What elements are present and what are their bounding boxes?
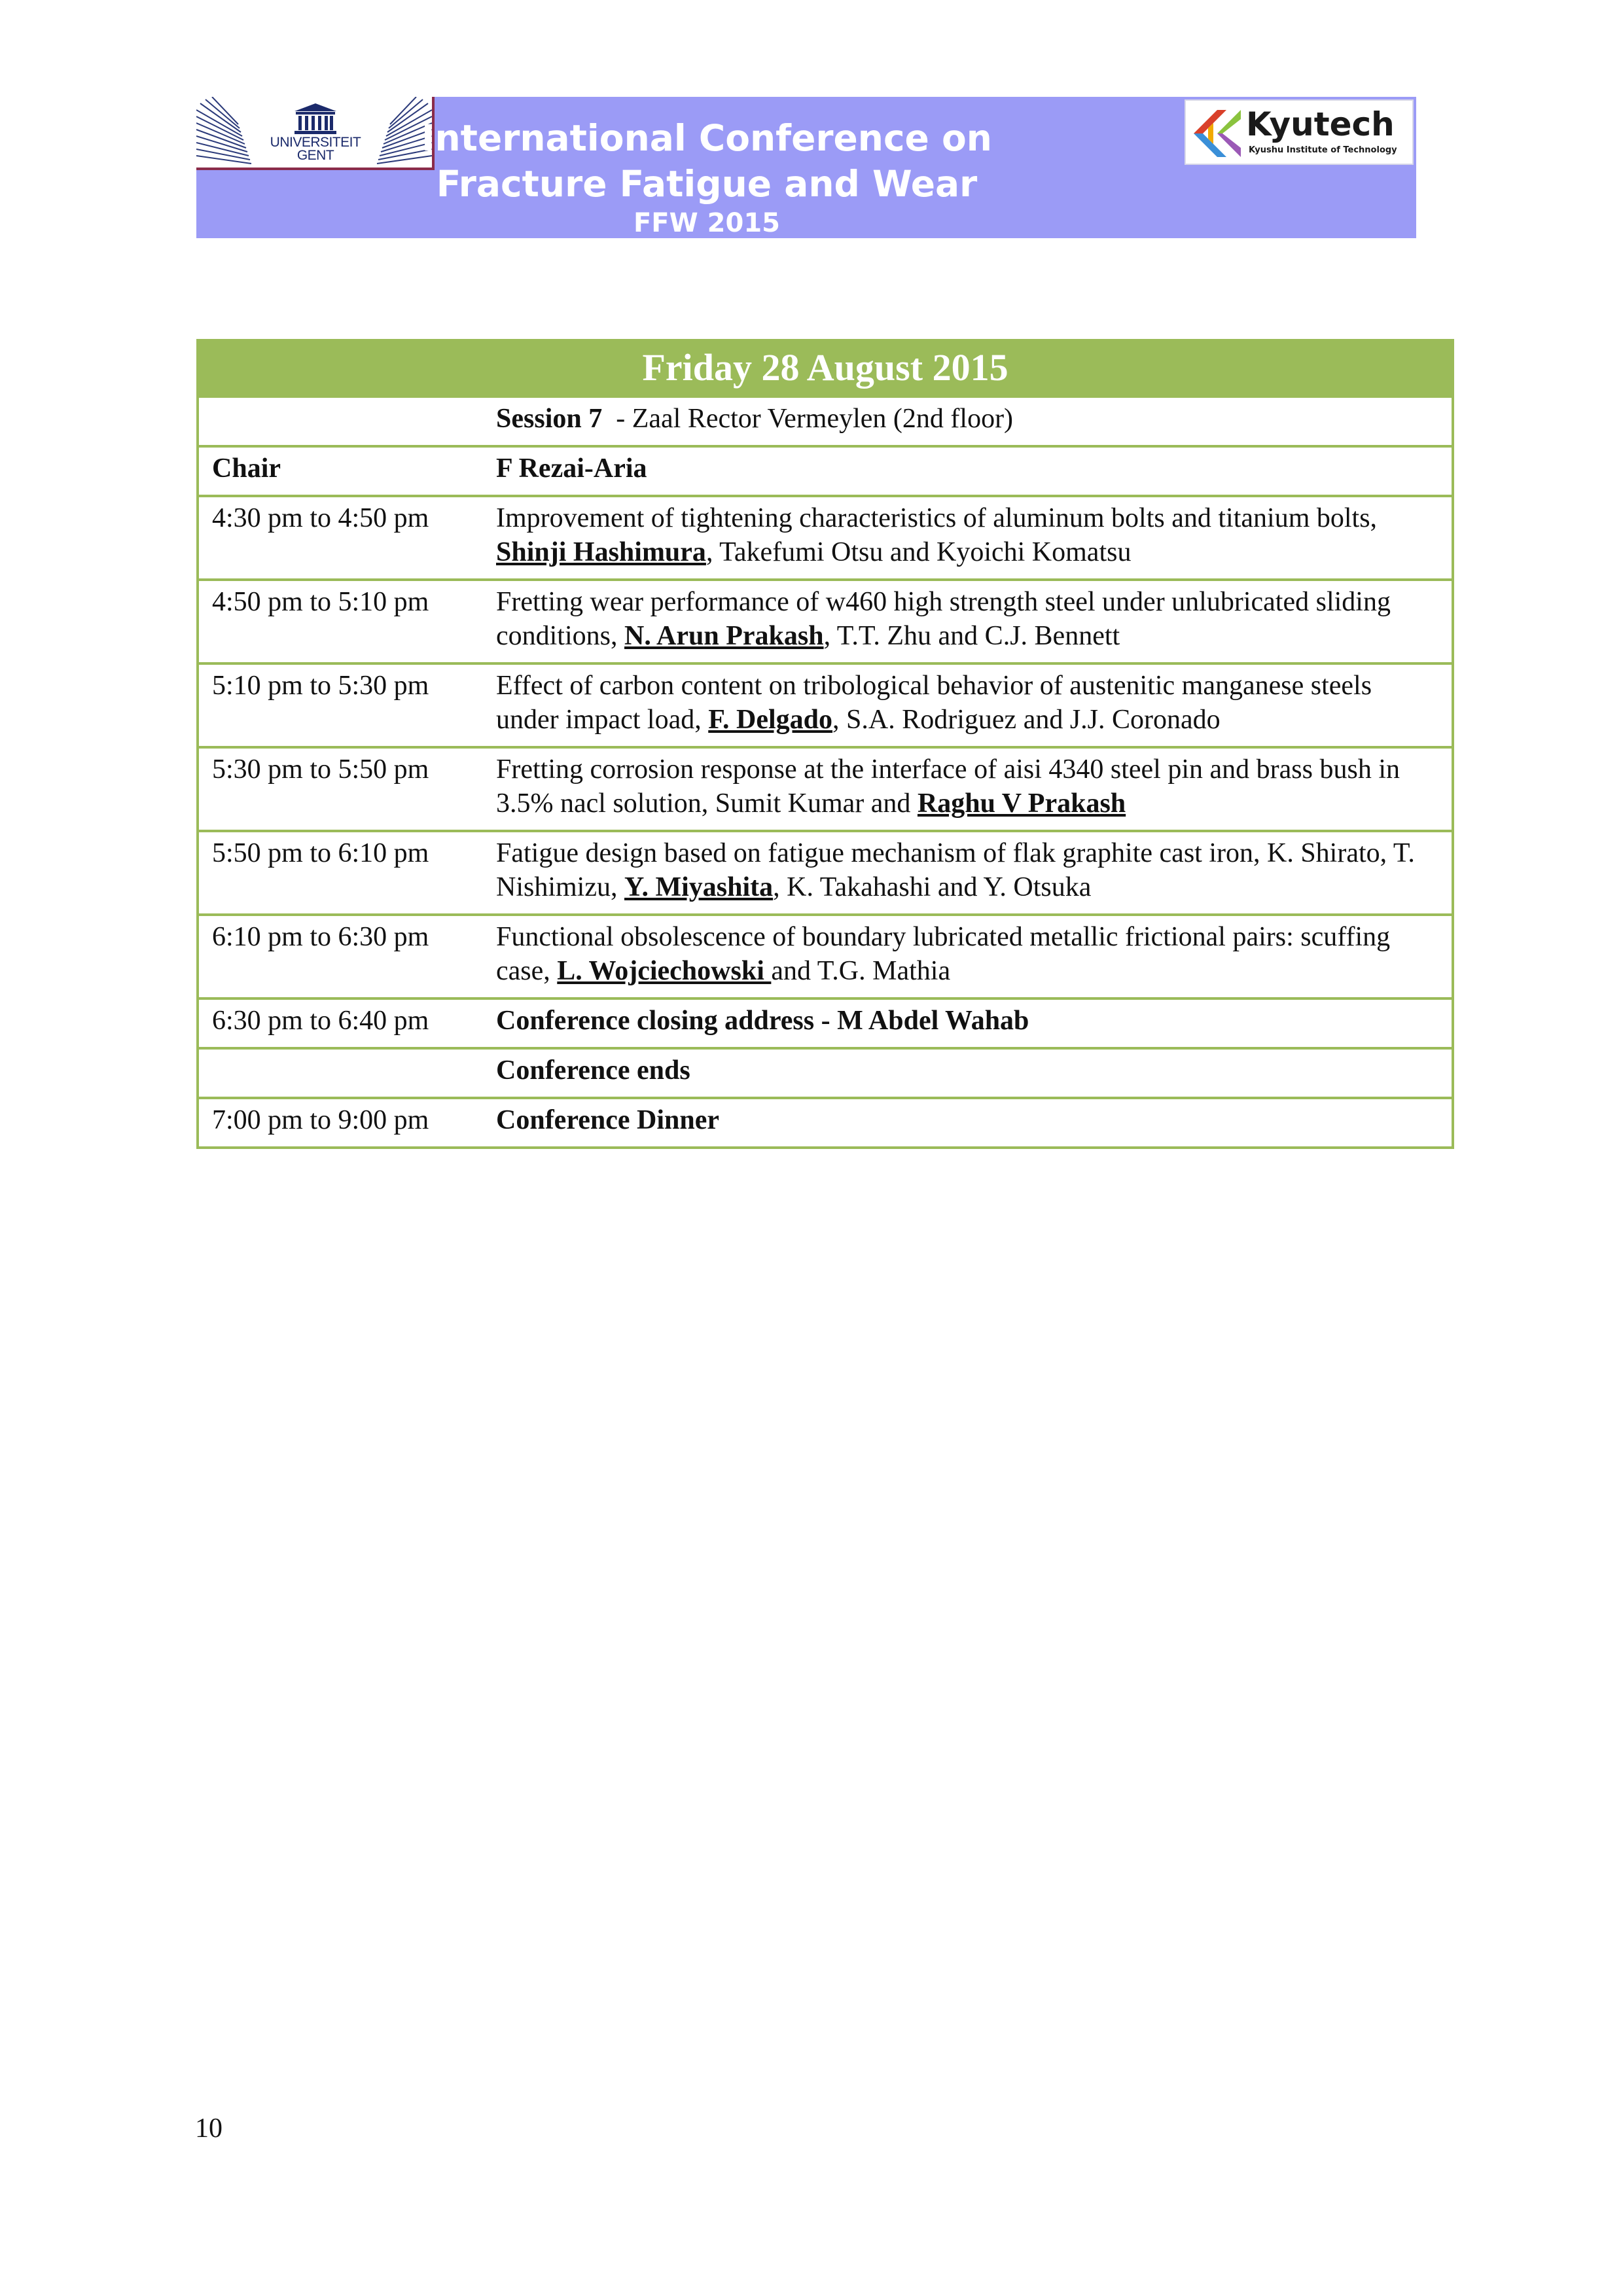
talk-time: 5:30 pm to 5:50 pm [198,747,479,831]
talk-row [198,747,1453,831]
talk-coauthors: , K. Takahashi and Y. Otsuka [773,872,1092,902]
ghent-university-logo [196,97,435,170]
conference-acronym: FFW 2015 [633,208,781,238]
talk-row [198,831,1453,915]
session-cell [479,397,1453,446]
talk-description [479,663,1453,747]
talk-row [198,580,1453,663]
talk-presenter: Y. Miyashita [624,872,774,902]
chair-label: Chair [198,446,479,496]
talk-presenter: N. Arun Prakash [624,621,824,651]
talk-title: Effect of carbon content on tribological behavior of austenitic manganese steels under impact load, [496,671,1372,735]
day-title: Friday 28 August 2015 [198,340,1453,397]
talk-presenter: F. Delgado [708,705,833,735]
talk-time: 4:50 pm to 5:10 pm [198,580,479,663]
chair-row [198,446,1453,496]
kyutech-logo-name: Kyutech [1246,105,1395,143]
conference-dinner-time: 7:00 pm to 9:00 pm [198,1098,479,1148]
ghent-university-logo-text: UNIVERSITEIT GENT [270,135,361,163]
talk-title: Fatigue design based on fatigue mechanism of flak graphite cast iron, K. Shirato, T. Nishimizu, [496,838,1415,902]
conference-banner [196,97,1416,238]
conference-title [406,115,1008,239]
talk-presenter: Shinji Hashimura [496,537,706,567]
university-building-icon [292,102,339,135]
talk-time: 5:50 pm to 6:10 pm [198,831,479,915]
kyutech-k-icon [1191,106,1243,161]
talk-coauthors: , T.T. Zhu and C.J. Bennett [823,621,1120,651]
conference-end-text: Conference ends [479,1048,1453,1098]
session-row [198,397,1453,446]
talk-coauthors: and T.G. Mathia [771,956,951,986]
day-header-row [198,340,1453,397]
talk-row [198,496,1453,580]
chair-name: F Rezai-Aria [479,446,1453,496]
talk-coauthors: , Takefumi Otsu and Kyoichi Komatsu [705,537,1132,567]
feather-decoration-icon [196,97,255,168]
talk-title: Fretting wear performance of w460 high strength steel under unlubricated sliding conditions, [496,587,1391,651]
conference-title-line-2: Fracture Fatigue and Wear [436,163,978,205]
closing-address-text: Conference closing address - M Abdel Wahab [479,998,1453,1048]
talk-description [479,747,1453,831]
page-number: 10 [195,2113,223,2144]
talk-presenter: Raghu V Prakash [917,788,1126,819]
talk-time: 6:10 pm to 6:30 pm [198,915,479,998]
talk-description [479,831,1453,915]
session-label: Session 7 [496,404,603,434]
talk-title: Fretting corrosion response at the interface of aisi 4340 steel pin and brass bush in 3.5% nacl solution, Sumit Kumar and [496,754,1400,819]
talk-row [198,915,1453,998]
talk-description [479,496,1453,580]
session-schedule-table [196,339,1454,1149]
kyutech-logo [1185,99,1414,165]
talk-row [198,663,1453,747]
talk-presenter: L. Wojciechowski [557,956,772,986]
closing-address-time: 6:30 pm to 6:40 pm [198,998,479,1048]
session-time-cell [198,397,479,446]
talk-description [479,580,1453,663]
talk-title: Improvement of tightening characteristics of aluminum bolts and titanium bolts, [496,503,1378,533]
conference-end-row [198,1048,1453,1098]
kyutech-logo-subtitle: Kyushu Institute of Technology [1249,145,1397,155]
conference-end-time [198,1048,479,1098]
conference-dinner-text: Conference Dinner [479,1098,1453,1148]
talk-title: Functional obsolescence of boundary lubricated metallic frictional pairs: scuffing case, [496,922,1391,986]
talk-description [479,915,1453,998]
conference-dinner-row [198,1098,1453,1148]
closing-address-row [198,998,1453,1048]
conference-title-line-1: International Conference on [421,117,992,159]
talk-coauthors: , S.A. Rodriguez and J.J. Coronado [832,705,1221,735]
session-location: - Zaal Rector Vermeylen (2nd floor) [602,404,1014,434]
talk-time: 5:10 pm to 5:30 pm [198,663,479,747]
talk-time: 4:30 pm to 4:50 pm [198,496,479,580]
